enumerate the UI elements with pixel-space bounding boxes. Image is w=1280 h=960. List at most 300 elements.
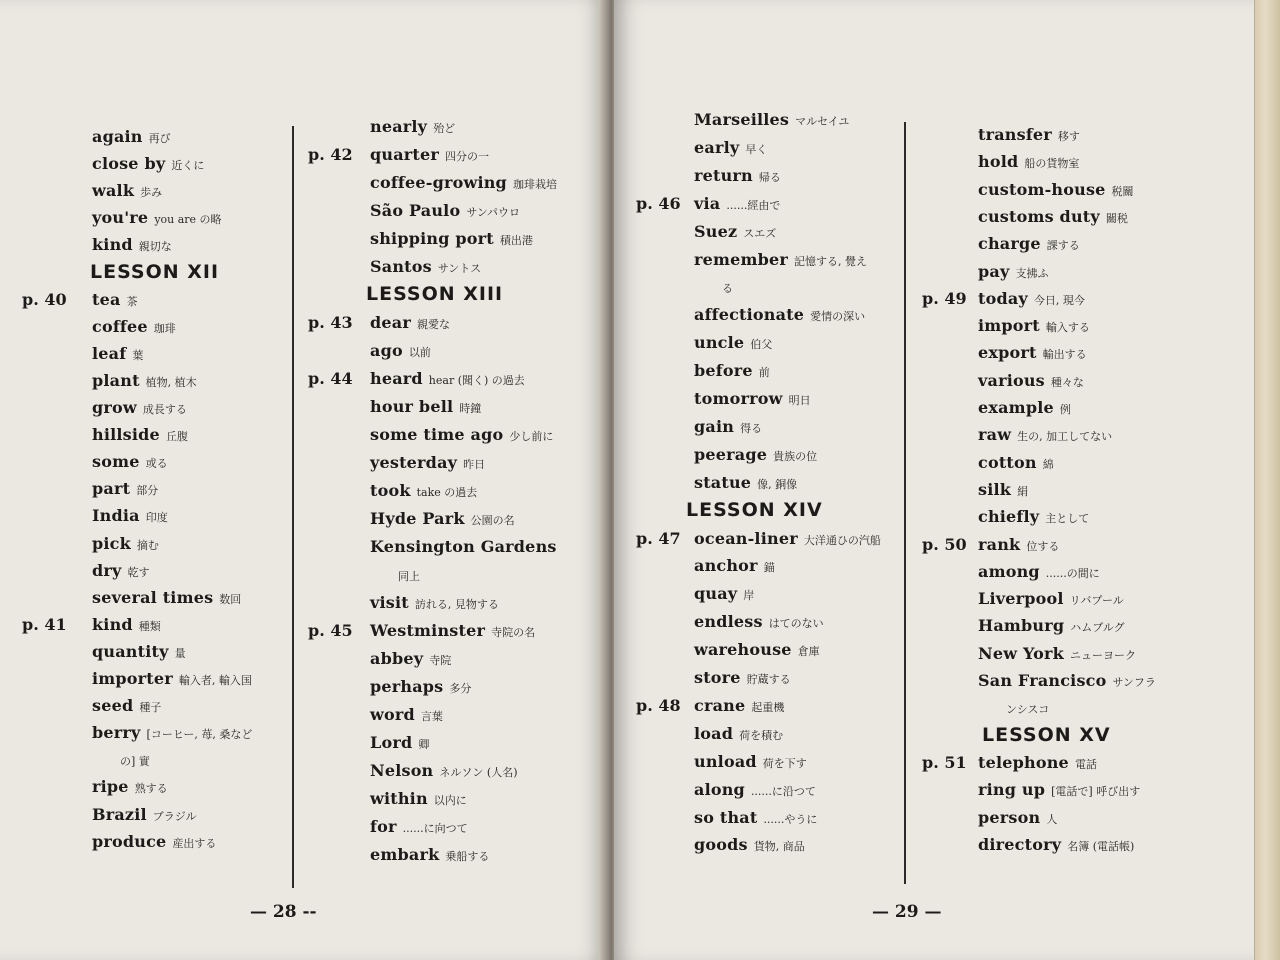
japanese-gloss: 移す <box>1057 130 1080 143</box>
japanese-gloss: 得る <box>740 421 763 435</box>
english-word: before <box>694 361 753 381</box>
english-word: abbey <box>370 649 424 668</box>
page-reference: p. 46 <box>636 193 681 213</box>
vocab-entry <box>978 394 1071 422</box>
vocab-entry <box>370 393 481 421</box>
vocab-entry <box>694 218 776 246</box>
japanese-gloss: 産出する <box>172 836 217 850</box>
english-word: warehouse <box>694 640 792 660</box>
japanese-gloss: 熟する <box>134 782 168 796</box>
vocab-entry <box>978 612 1125 640</box>
english-word: embark <box>370 845 440 864</box>
japanese-gloss: 四分の一 <box>445 150 490 163</box>
japanese-gloss: 寺院 <box>429 654 452 667</box>
vocab-entry <box>370 561 420 589</box>
vocab-entry <box>92 448 168 476</box>
japanese-gloss: 以前 <box>408 346 431 359</box>
english-word: coffee <box>92 316 148 336</box>
vocab-entry <box>694 441 817 469</box>
vocab-entry <box>92 828 216 856</box>
english-word: coffee-growing <box>370 173 507 192</box>
english-word: visit <box>370 593 409 612</box>
page-reference: p. 41 <box>22 614 67 634</box>
english-word: remember <box>694 249 789 269</box>
page-number-right: — 29 — <box>872 902 942 922</box>
japanese-gloss: 輸出する <box>1042 348 1087 362</box>
japanese-gloss: はてのない <box>768 617 824 631</box>
page-reference: p. 51 <box>922 752 967 772</box>
english-word: directory <box>978 834 1062 854</box>
vocab-entry <box>370 533 557 561</box>
english-word: walk <box>92 181 135 201</box>
english-word: ripe <box>92 777 129 797</box>
english-word: telephone <box>978 752 1069 772</box>
vocab-entry <box>370 477 477 505</box>
english-word: early <box>694 137 740 157</box>
english-word: crane <box>694 695 746 715</box>
vocab-entry <box>92 502 168 530</box>
japanese-gloss: 親愛な <box>416 318 450 331</box>
english-word: endless <box>694 612 763 632</box>
vocab-entry <box>370 225 533 253</box>
japanese-gloss: 植物, 植木 <box>145 375 197 389</box>
vocab-entry <box>694 190 780 218</box>
japanese-gloss: 錨 <box>763 561 775 575</box>
vocab-entry <box>978 640 1136 668</box>
vocab-entry <box>978 176 1134 204</box>
english-word: peerage <box>694 444 768 464</box>
english-word: word <box>370 705 415 724</box>
vocab-entry <box>978 148 1079 176</box>
gloss-continuation: ンシスコ <box>1006 703 1050 717</box>
japanese-gloss: ネルソン (人名) <box>439 766 518 779</box>
gloss-continuation: の] 實 <box>120 755 150 769</box>
vocab-entry <box>92 638 186 666</box>
english-word: today <box>978 288 1028 308</box>
page-reference: p. 47 <box>636 528 681 548</box>
vocab-entry <box>694 664 791 692</box>
english-word: raw <box>978 425 1012 445</box>
japanese-gloss: サンフラ <box>1112 676 1156 689</box>
english-word: Santos <box>370 257 432 276</box>
english-word: São Paulo <box>370 201 461 220</box>
vocab-entry <box>370 701 443 729</box>
japanese-gloss: 絹 <box>1017 484 1029 498</box>
english-word: tomorrow <box>694 389 783 408</box>
japanese-gloss: 昨日 <box>463 458 486 471</box>
japanese-gloss: 位する <box>1026 539 1060 553</box>
japanese-gloss: 貨物, 商品 <box>753 840 805 854</box>
english-word: Brazil <box>92 804 147 824</box>
japanese-gloss: 茶 <box>126 294 138 308</box>
vocab-entry <box>92 719 252 747</box>
vocab-entry <box>978 776 1140 804</box>
vocab-entry <box>370 169 557 197</box>
english-word: hold <box>978 152 1019 172</box>
vocab-entry <box>694 162 781 190</box>
english-word: along <box>694 779 745 799</box>
japanese-gloss: 乗船する <box>445 850 490 863</box>
vocab-entry <box>978 121 1080 149</box>
japanese-gloss: 關税 <box>1105 211 1128 225</box>
english-word: Liverpool <box>978 589 1064 609</box>
vocab-entry <box>978 694 1049 722</box>
japanese-gloss: 起重機 <box>751 700 785 714</box>
vocab-entry <box>370 449 485 477</box>
page-reference: p. 44 <box>308 369 353 388</box>
vocab-entry <box>92 394 187 422</box>
left-page <box>0 0 606 960</box>
vocab-entry <box>92 611 161 639</box>
japanese-gloss: [電話で] 呼び出す <box>1051 785 1141 799</box>
english-word: export <box>978 343 1037 363</box>
japanese-gloss: 早く <box>745 142 768 156</box>
vocab-entry <box>370 757 518 785</box>
lesson-heading: LESSON XIV <box>686 498 823 521</box>
english-word: shipping port <box>370 229 494 248</box>
english-word: transfer <box>978 125 1052 144</box>
page-reference: p. 43 <box>308 313 353 332</box>
english-word: among <box>978 561 1040 581</box>
japanese-gloss: 時鐘 <box>459 402 482 415</box>
japanese-gloss: 親切な <box>138 240 172 254</box>
english-word: gain <box>694 416 735 436</box>
japanese-gloss: 種類 <box>138 619 161 633</box>
japanese-gloss: [コーヒー, 苺, 桑など <box>146 728 253 742</box>
english-word: chiefly <box>978 507 1040 527</box>
vocab-entry <box>978 667 1156 695</box>
japanese-gloss: 部分 <box>136 484 159 498</box>
english-word: dear <box>370 313 411 332</box>
english-word: San Francisco <box>978 671 1107 690</box>
english-word: Hamburg <box>978 616 1065 636</box>
japanese-gloss: 殆ど <box>433 122 456 135</box>
japanese-gloss: ......に向つて <box>402 822 468 835</box>
english-word: Hyde Park <box>370 509 465 528</box>
english-word: person <box>978 807 1041 827</box>
vocab-entry <box>694 580 754 608</box>
japanese-gloss: 電話 <box>1074 757 1097 771</box>
gloss-continuation: る <box>722 282 733 296</box>
japanese-gloss: ブラジル <box>152 809 197 823</box>
vocab-entry <box>978 476 1028 504</box>
english-word: custom-house <box>978 179 1106 199</box>
vocab-entry <box>978 449 1054 477</box>
japanese-gloss: 課する <box>1046 239 1080 253</box>
vocab-entry <box>978 804 1057 832</box>
english-word: via <box>694 193 721 213</box>
japanese-gloss: 大洋通ひの汽船 <box>803 533 881 547</box>
vocab-entry <box>978 285 1085 313</box>
japanese-gloss: サントス <box>437 262 482 275</box>
japanese-gloss: 支拂ふ <box>1015 266 1049 280</box>
english-word: kind <box>92 235 133 255</box>
english-word: close by <box>92 154 166 174</box>
vocab-entry <box>370 841 489 869</box>
japanese-gloss: 多分 <box>449 682 472 695</box>
english-word: ocean-liner <box>694 528 798 548</box>
english-word: quarter <box>370 145 440 164</box>
english-word: silk <box>978 479 1012 499</box>
japanese-gloss: 貴族の位 <box>773 449 818 463</box>
english-word: plant <box>92 370 140 390</box>
english-word: heard <box>370 369 423 388</box>
japanese-gloss: 珈琲栽培 <box>512 178 557 191</box>
japanese-gloss: 卿 <box>418 738 430 751</box>
japanese-gloss: 訪れる, 見物する <box>414 598 499 611</box>
english-word: affectionate <box>694 305 805 325</box>
japanese-gloss: 人 <box>1046 812 1058 826</box>
vocab-entry <box>978 312 1090 340</box>
vocab-entry <box>694 469 797 497</box>
japanese-gloss: 記憶する, 覺え <box>794 254 868 268</box>
japanese-gloss: 或る <box>145 457 168 471</box>
vocab-entry <box>694 273 733 301</box>
page-reference: p. 42 <box>308 145 353 164</box>
english-word: customs duty <box>978 206 1100 226</box>
japanese-gloss: 伯父 <box>750 338 773 352</box>
english-word: so that <box>694 807 758 827</box>
japanese-gloss: 荷を積む <box>739 728 784 742</box>
vocab-entry <box>978 421 1112 449</box>
english-word: Marseilles <box>694 110 790 129</box>
vocab-entry <box>92 150 204 178</box>
vocab-entry <box>694 804 817 832</box>
english-word: importer <box>92 669 173 688</box>
vocab-entry <box>694 720 783 748</box>
vocab-entry <box>978 339 1087 367</box>
page-reference: p. 49 <box>922 288 967 308</box>
japanese-gloss: サンパウロ <box>466 206 521 219</box>
english-word: berry <box>92 723 141 743</box>
japanese-gloss: 綿 <box>1042 457 1054 471</box>
english-word: Nelson <box>370 761 434 780</box>
vocab-entry <box>370 113 455 141</box>
japanese-gloss: マルセイユ <box>795 115 850 128</box>
vocab-entry <box>92 746 150 774</box>
vocab-entry <box>978 258 1048 286</box>
vocab-entry <box>978 203 1128 231</box>
japanese-gloss: 公園の名 <box>470 514 515 527</box>
vocab-entry <box>370 421 553 449</box>
english-word: load <box>694 723 734 743</box>
english-word: hour bell <box>370 397 454 416</box>
english-word: India <box>92 506 140 526</box>
english-word: some <box>92 452 140 472</box>
vocab-entry <box>694 301 865 329</box>
vocab-entry <box>370 813 468 841</box>
japanese-gloss: 主として <box>1045 512 1090 526</box>
vocab-entry <box>694 608 824 636</box>
vocab-entry <box>978 558 1100 586</box>
japanese-gloss: 輸入者, 輸入国 <box>178 674 252 687</box>
japanese-gloss: 帰る <box>758 170 781 184</box>
english-word: Lord <box>370 733 413 752</box>
column-divider <box>292 126 294 888</box>
english-word: pick <box>92 533 131 553</box>
english-word: grow <box>92 398 137 417</box>
english-word: uncle <box>694 333 745 353</box>
vocab-entry <box>978 585 1124 613</box>
japanese-gloss: 量 <box>174 646 186 660</box>
vocab-entry <box>92 123 171 151</box>
vocab-entry <box>370 309 450 337</box>
english-word: ago <box>370 341 403 360</box>
japanese-gloss: 再び <box>148 132 171 145</box>
vocab-entry <box>978 230 1080 258</box>
english-word: nearly <box>370 117 428 136</box>
vocab-entry <box>92 286 138 314</box>
english-word: unload <box>694 751 757 771</box>
english-word: example <box>978 398 1054 417</box>
page-reference: p. 48 <box>636 695 681 715</box>
vocab-entry <box>694 692 784 720</box>
japanese-gloss: 例 <box>1059 403 1071 416</box>
japanese-gloss: 生の, 加工してない <box>1017 430 1113 444</box>
english-word: quay <box>694 584 738 604</box>
japanese-gloss: 成長する <box>142 403 187 416</box>
english-word: again <box>92 127 143 146</box>
english-word: you're <box>92 208 149 228</box>
japanese-gloss: 近くに <box>171 159 205 173</box>
english-word: anchor <box>694 556 758 576</box>
japanese-gloss: 荷を下す <box>762 756 807 770</box>
japanese-gloss: 積出港 <box>499 234 533 247</box>
vocab-entry <box>694 329 772 357</box>
japanese-gloss: hear (聞く) の過去 <box>428 374 525 387</box>
english-word: took <box>370 481 411 500</box>
vocab-entry <box>92 530 159 558</box>
japanese-gloss: ......に沿つて <box>750 784 816 798</box>
japanese-gloss: リバプール <box>1069 594 1124 608</box>
vocab-entry <box>92 475 158 503</box>
vocab-entry <box>694 776 816 804</box>
english-word: perhaps <box>370 677 444 696</box>
english-word: kind <box>92 614 133 634</box>
vocab-entry <box>370 729 429 757</box>
vocab-entry <box>978 503 1089 531</box>
japanese-gloss: 摘む <box>136 538 159 552</box>
japanese-gloss: 寺院の名 <box>491 626 536 639</box>
english-word: quantity <box>92 641 169 661</box>
english-word: several times <box>92 587 214 607</box>
vocab-entry <box>92 692 161 720</box>
japanese-gloss: 今日, 現今 <box>1033 293 1085 307</box>
vocab-entry <box>694 413 762 441</box>
page-reference: p. 40 <box>22 289 67 309</box>
vocab-entry <box>694 552 775 580</box>
vocab-entry <box>92 665 252 693</box>
vocab-entry <box>92 204 222 232</box>
vocab-entry <box>370 337 431 365</box>
english-word: various <box>978 370 1045 390</box>
japanese-gloss: 乾す <box>127 565 150 579</box>
lesson-heading: LESSON XIII <box>366 283 504 305</box>
english-word: statue <box>694 472 752 492</box>
japanese-gloss: 歩み <box>140 186 163 200</box>
english-word: cotton <box>978 452 1037 472</box>
vocab-entry <box>694 246 867 274</box>
vocab-entry <box>370 253 481 281</box>
page-reference: p. 45 <box>308 621 353 640</box>
vocab-entry <box>978 367 1084 395</box>
english-word: Suez <box>694 221 738 241</box>
english-word: hillside <box>92 425 160 445</box>
japanese-gloss: ハムブルグ <box>1070 621 1125 635</box>
english-word: some time ago <box>370 425 504 444</box>
japanese-gloss: 種子 <box>139 701 162 715</box>
english-word: part <box>92 479 131 499</box>
vocab-entry <box>978 531 1059 559</box>
english-word: ring up <box>978 780 1046 800</box>
japanese-gloss: 少し前に <box>509 430 554 443</box>
vocab-entry <box>92 557 150 585</box>
english-word: import <box>978 316 1040 336</box>
english-word: return <box>694 165 753 185</box>
lesson-heading: LESSON XV <box>982 723 1111 746</box>
vocab-entry <box>694 748 807 776</box>
right-page <box>614 0 1254 960</box>
vocab-entry <box>370 505 515 533</box>
english-word: New York <box>978 643 1064 663</box>
english-word: goods <box>694 835 748 855</box>
vocab-entry <box>92 231 172 259</box>
vocab-entry <box>370 645 451 673</box>
vocab-entry <box>694 106 849 134</box>
vocab-entry <box>370 365 525 393</box>
japanese-gloss: 丘腹 <box>165 430 188 444</box>
japanese-gloss: 葉 <box>132 348 144 362</box>
japanese-gloss: 名簿 (電話帳) <box>1067 839 1135 853</box>
japanese-gloss: 以内に <box>433 794 467 807</box>
japanese-gloss: 輸入する <box>1045 321 1090 335</box>
english-word: within <box>370 789 428 808</box>
japanese-gloss: ......經由で <box>726 198 781 212</box>
japanese-gloss: 貯蔵する <box>746 673 791 686</box>
vocab-entry <box>694 134 767 162</box>
japanese-gloss: take の過去 <box>416 486 478 499</box>
vocab-entry <box>694 357 770 385</box>
vocab-entry <box>370 617 535 645</box>
vocab-entry <box>694 831 805 859</box>
japanese-gloss: ニューヨーク <box>1069 648 1136 662</box>
english-word: Kensington Gardens <box>370 537 557 556</box>
vocab-entry <box>92 340 143 368</box>
vocab-entry <box>92 313 176 341</box>
english-word: dry <box>92 560 122 580</box>
book-edge <box>1254 0 1280 960</box>
japanese-gloss: 珈琲 <box>153 321 176 335</box>
vocab-entry <box>92 584 241 612</box>
english-word: leaf <box>92 343 127 363</box>
english-word: seed <box>92 696 134 716</box>
vocab-entry <box>978 749 1097 777</box>
vocab-entry <box>694 525 881 553</box>
japanese-gloss: you are の略 <box>154 213 222 227</box>
japanese-gloss: 種々な <box>1050 375 1084 389</box>
english-word: store <box>694 668 741 687</box>
english-word: rank <box>978 534 1021 554</box>
lesson-heading: LESSON XII <box>90 260 220 283</box>
japanese-gloss: 岸 <box>743 589 755 603</box>
gloss-continuation: 同上 <box>398 570 420 583</box>
vocab-entry <box>370 785 467 813</box>
japanese-gloss: 前 <box>758 366 770 380</box>
column-divider <box>904 122 906 884</box>
page-number-left: — 28 -- <box>250 902 317 922</box>
english-word: produce <box>92 831 167 851</box>
vocab-entry <box>370 141 489 169</box>
